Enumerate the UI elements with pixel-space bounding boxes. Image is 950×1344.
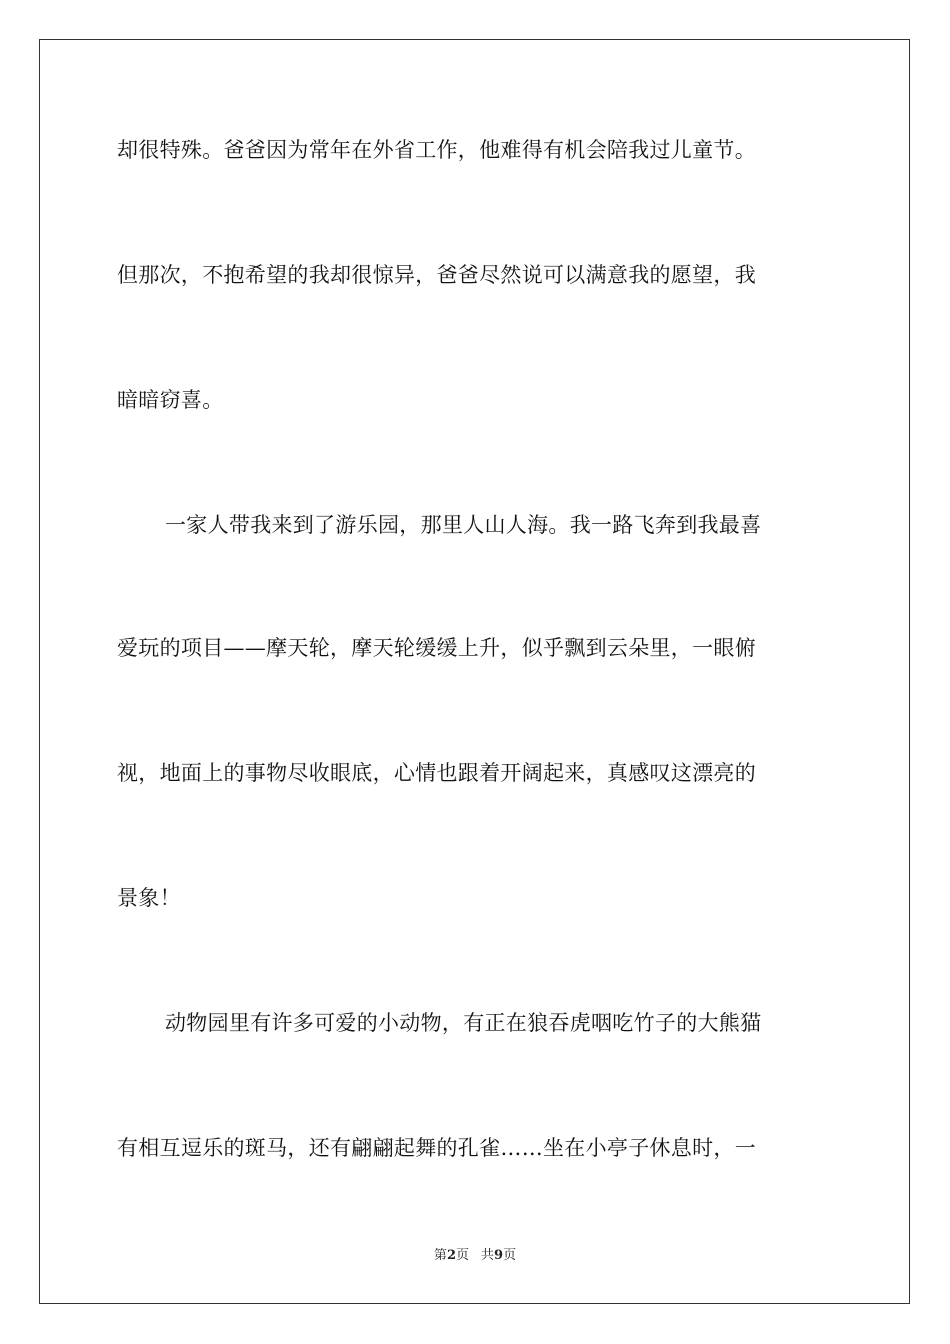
total-page-count: 9 xyxy=(494,1248,504,1263)
total-prefix: 共 xyxy=(481,1248,495,1263)
paragraph-line-4: 一家人带我来到了游乐园，那里人山人海。我一路飞奔到我最喜 xyxy=(165,513,762,537)
page-border xyxy=(39,39,910,1304)
paragraph-line-5: 爱玩的项目——摩天轮，摩天轮缓缓上升，似乎飘到云朵里，一眼俯 xyxy=(117,636,756,660)
paragraph-line-8: 动物园里有许多可爱的小动物，有正在狼吞虎咽吃竹子的大熊猫 xyxy=(165,1011,762,1035)
paragraph-line-9: 有相互逗乐的斑马，还有翩翩起舞的孔雀……坐在小亭子休息时，一 xyxy=(117,1136,756,1160)
paragraph-line-2: 但那次，不抱希望的我却很惊异，爸爸尽然说可以满意我的愿望，我 xyxy=(117,263,756,287)
page-suffix: 页 xyxy=(455,1248,469,1263)
page-footer xyxy=(0,1248,950,1264)
paragraph-line-6: 视，地面上的事物尽收眼底，心情也跟着开阔起来，真感叹这漂亮的 xyxy=(117,761,756,785)
page-prefix: 第 xyxy=(433,1248,447,1263)
paragraph-line-1: 却很特殊。爸爸因为常年在外省工作，他难得有机会陪我过儿童节。 xyxy=(117,138,756,162)
current-page-number: 2 xyxy=(446,1248,456,1263)
paragraph-line-7: 景象！ xyxy=(117,886,181,910)
paragraph-line-3: 暗暗窃喜。 xyxy=(117,388,224,412)
total-suffix: 页 xyxy=(503,1248,517,1263)
